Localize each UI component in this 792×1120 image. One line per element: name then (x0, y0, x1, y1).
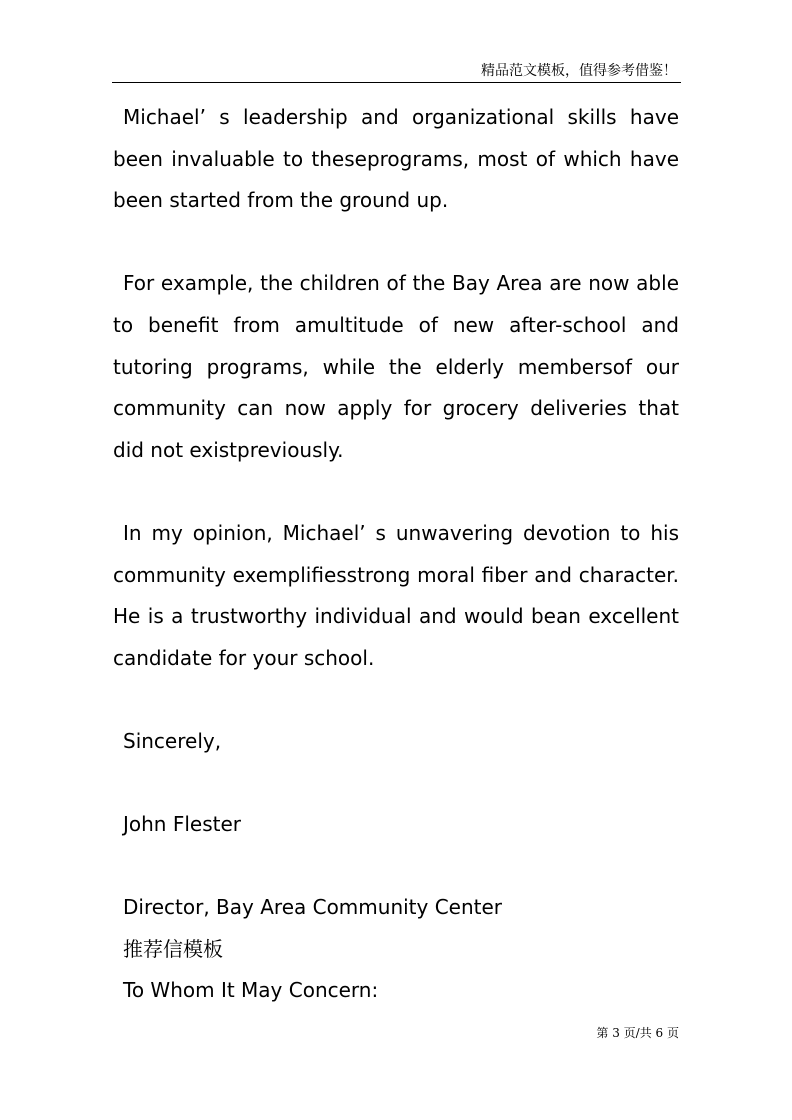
section-heading: 推荐信模板 (123, 936, 223, 961)
paragraph-opinion: In my opinion, Michael’ s unwavering devotion to his community exemplifiesstrong moral fiber and character. He is a trustworthy individual and would bean excellent candidate for your school. (113, 520, 679, 670)
closing-line: Sincerely, (123, 728, 222, 753)
paragraph-example: For example, the children of the Bay Area are now able to benefit from amultitude of new after-school and tutoring programs, while the elderly membersof our community can now apply for grocery deliveries that did not existpreviously. (113, 271, 679, 462)
page-footer: 第 3 页/共 6 页 (596, 1026, 679, 1040)
signature-title: Director, Bay Area Community Center (123, 895, 503, 920)
signature-name: John Flester (123, 812, 241, 837)
paragraph-leadership: Michael’ s leadership and organizational skills have been invaluable to theseprograms, most of which have been started from the ground up. (113, 105, 679, 213)
salutation-line: To Whom It May Concern: (123, 978, 379, 1003)
header-text: 精品范文模板，值得参考借鉴！ (481, 63, 677, 79)
document-body (113, 97, 679, 1012)
page-header (112, 60, 681, 83)
